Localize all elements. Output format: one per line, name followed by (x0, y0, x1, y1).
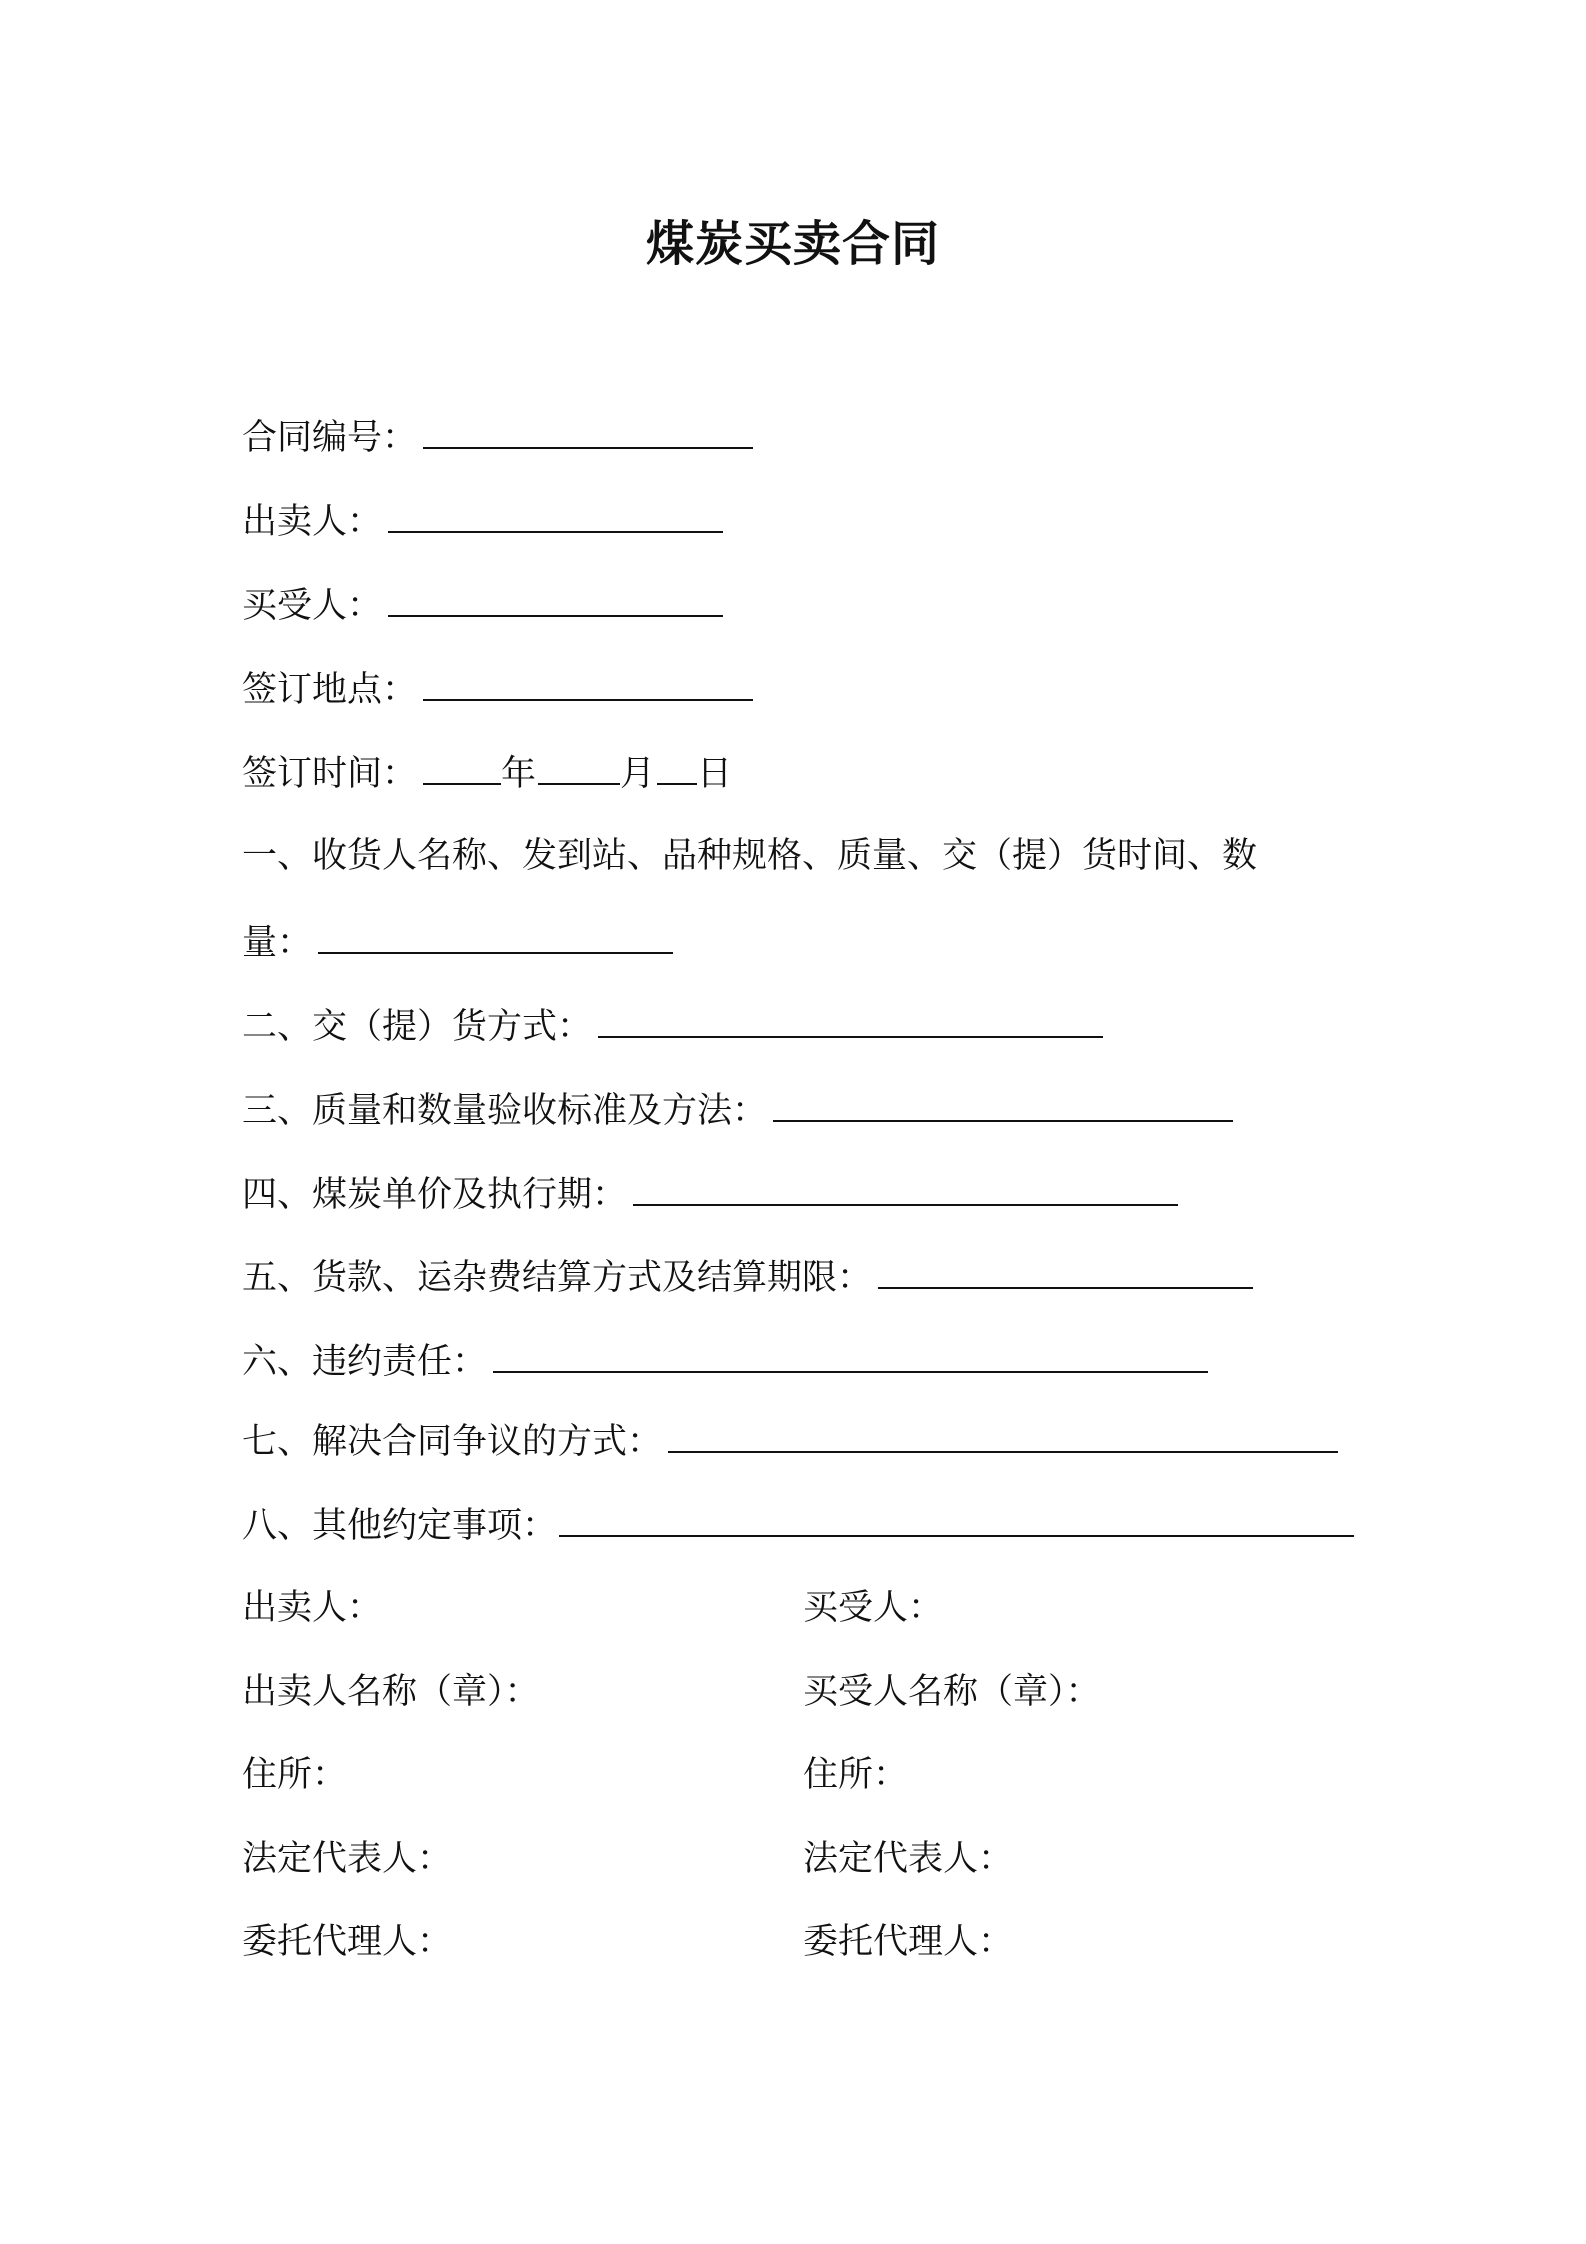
seller-legal-rep: 法定代表人： (242, 1839, 453, 1879)
buyer-legal-rep: 法定代表人： (803, 1839, 1014, 1879)
clause-8-blank[interactable] (559, 1499, 1354, 1537)
day-label: 日 (697, 754, 733, 794)
clause-6-blank[interactable] (493, 1335, 1208, 1373)
buyer-signature-label: 买受人： (803, 1588, 944, 1628)
buyer-agent: 委托代理人： (803, 1922, 1014, 1962)
clause-6-line (242, 1335, 1208, 1387)
clause-2-blank[interactable] (598, 1000, 1103, 1038)
buyer-line (242, 579, 723, 631)
contract-number-line (242, 411, 753, 463)
signing-time-line (242, 747, 732, 799)
day-blank[interactable] (657, 747, 697, 785)
contract-number-label: 合同编号： (242, 418, 418, 458)
clause-1-label: 量： (242, 923, 313, 963)
clause-3-line (242, 1084, 1233, 1136)
buyer-blank[interactable] (388, 579, 723, 617)
signing-place-line (242, 663, 753, 715)
seller-agent: 委托代理人： (242, 1922, 453, 1962)
month-blank[interactable] (538, 747, 620, 785)
clause-5-blank[interactable] (878, 1251, 1253, 1289)
clause-2-label: 二、交（提）货方式： (242, 1007, 593, 1047)
clause-4-blank[interactable] (633, 1168, 1178, 1206)
contract-number-blank[interactable] (423, 411, 753, 449)
clause-6-label: 六、违约责任： (242, 1342, 488, 1382)
seller-signature-label: 出卖人： (242, 1588, 383, 1628)
year-blank[interactable] (423, 747, 501, 785)
clause-1-line-1: 一、收货人名称、发到站、品种规格、质量、交（提）货时间、数 (242, 836, 1258, 876)
clause-2-line (242, 1000, 1103, 1052)
clause-4-label: 四、煤炭单价及执行期： (242, 1175, 628, 1215)
clause-7-line (242, 1415, 1338, 1467)
signing-place-label: 签订地点： (242, 670, 418, 710)
signing-time-label: 签订时间： (242, 754, 418, 794)
clause-7-blank[interactable] (668, 1415, 1338, 1453)
clause-5-label: 五、货款、运杂费结算方式及结算期限： (242, 1258, 873, 1298)
clause-5-line (242, 1251, 1253, 1303)
seller-label: 出卖人： (242, 502, 383, 542)
clause-1-blank[interactable] (318, 916, 673, 954)
month-label: 月 (620, 754, 656, 794)
seller-name-seal: 出卖人名称（章）： (242, 1672, 540, 1712)
year-label: 年 (501, 754, 537, 794)
clause-4-line (242, 1168, 1178, 1220)
clause-7-label: 七、解决合同争议的方式： (242, 1422, 663, 1462)
seller-blank[interactable] (388, 495, 723, 533)
clause-1-line-2 (242, 916, 673, 968)
buyer-address: 住所： (803, 1755, 909, 1795)
clause-3-blank[interactable] (773, 1084, 1233, 1122)
seller-address: 住所： (242, 1755, 348, 1795)
signing-place-blank[interactable] (423, 663, 753, 701)
clause-3-label: 三、质量和数量验收标准及方法： (242, 1091, 768, 1131)
clause-8-label: 八、其他约定事项： (242, 1506, 558, 1546)
buyer-name-seal: 买受人名称（章）： (803, 1672, 1101, 1712)
buyer-label: 买受人： (242, 586, 383, 626)
seller-line (242, 495, 723, 547)
clause-8-line (242, 1499, 1354, 1551)
document-title: 煤炭买卖合同 (645, 216, 940, 272)
